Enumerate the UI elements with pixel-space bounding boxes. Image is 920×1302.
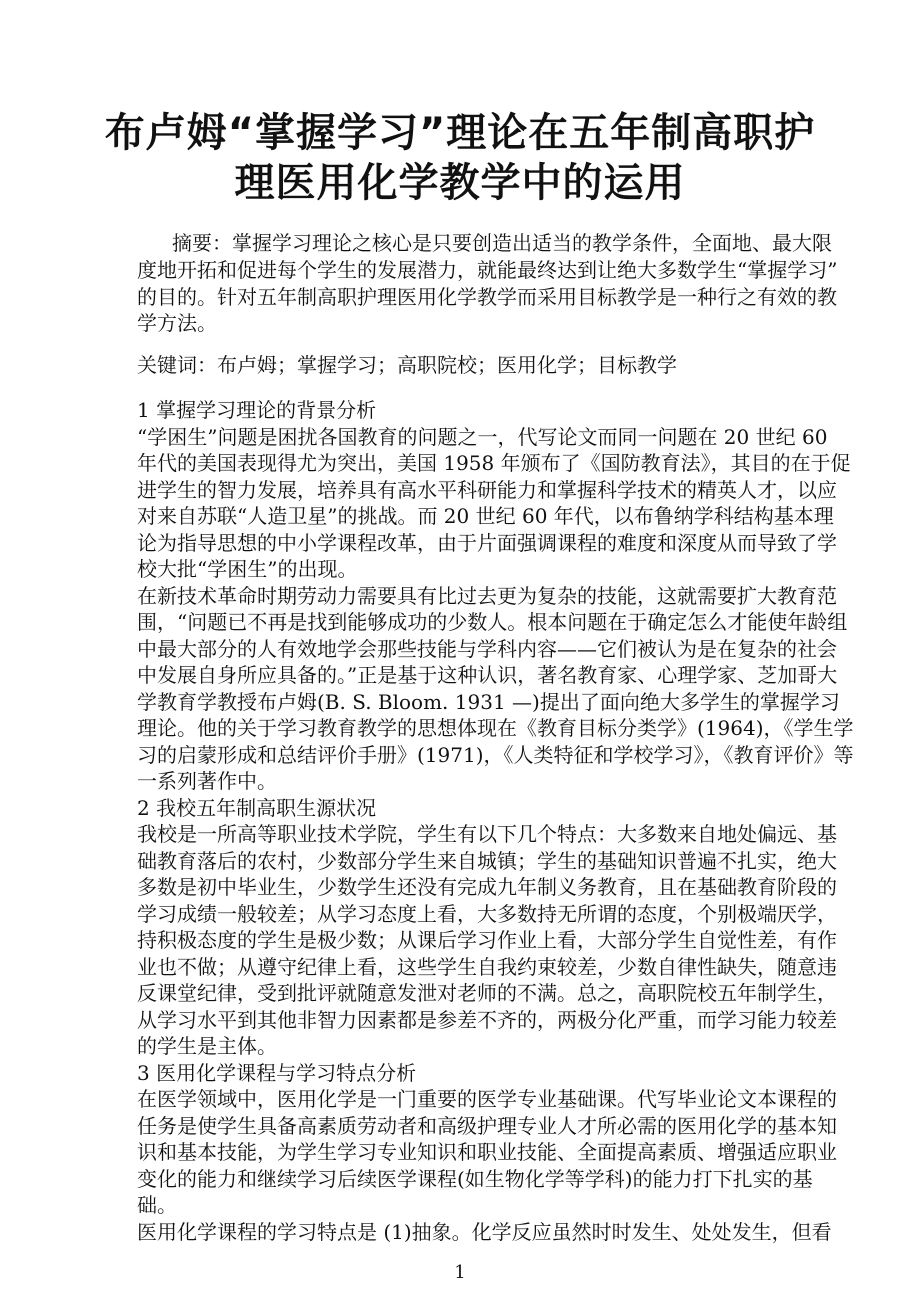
abstract-line: 摘要：掌握学习理论之核心是只要创造出适当的教学条件，全面地、最大限 xyxy=(172,231,832,255)
page-number: 1 xyxy=(454,1262,466,1283)
section-heading: 3 医用化学课程与学习特点分析 xyxy=(137,1060,417,1085)
body-line: 对来自苏联“人造卫星”的挑战。而 20 世纪 60 年代，以布鲁纳学科结构基本理 xyxy=(137,504,834,528)
body-line: 学习成绩一般较差；从学习态度上看，大多数持无所谓的态度，个别极端厌学， xyxy=(137,901,837,926)
body-line: 在医学领域中，医用化学是一门重要的医学专业基础课。代写毕业论文本课程的 xyxy=(137,1087,837,1111)
body-line: 础教育落后的农村，少数部分学生来自城镇；学生的基础知识普遍不扎实，绝大 xyxy=(137,848,837,873)
body-line: 识和基本技能，为学生学习专业知识和职业技能、全面提高素质、增强适应职业 xyxy=(137,1140,837,1164)
body-line: 校大批“学困生”的出现。 xyxy=(137,557,358,581)
abstract-line: 学方法。 xyxy=(137,311,217,335)
body-line: 业也不做；从遵守纪律上看，这些学生自我约束较差，少数自律性缺失，随意违 xyxy=(137,954,837,979)
body-line: 任务是使学生具备高素质劳动者和高级护理专业人才所必需的医用化学的基本知 xyxy=(137,1113,837,1138)
body-line: 变化的能力和继续学习后续医学课程(如生物化学等学科)的能力打下扎实的基 xyxy=(137,1166,813,1191)
body-line: 的学生是主体。 xyxy=(137,1034,277,1058)
body-line: 我校是一所高等职业技术学院，学生有以下几个特点：大多数来自地处偏远、基 xyxy=(137,822,837,846)
body-line: 从学习水平到其他非智力因素都是参差不齐的，两极分化严重，而学习能力较差 xyxy=(137,1007,837,1032)
body-line: 习的启蒙形成和总结评价手册》(1971)，《人类特征和学校学习》，《教育评价》等 xyxy=(137,742,854,767)
abstract-line: 的目的。针对五年制高职护理医用化学教学而采用目标教学是一种行之有效的教 xyxy=(137,285,837,309)
body-line: 一系列著作中。 xyxy=(137,769,277,793)
body-line: 医用化学课程的学习特点是 (1)抽象。化学反应虽然时时发生、处处发生，但看 xyxy=(137,1219,832,1244)
section-heading: 2 我校五年制高职生源状况 xyxy=(137,795,377,820)
body-line: 在新技术革命时期劳动力需要具有比过去更为复杂的技能，这就需要扩大教育范 xyxy=(137,583,837,608)
body-line: 理论。他的关于学习教育教学的思想体现在《教育目标分类学》(1964)，《学生学 xyxy=(137,716,854,740)
keywords: 关键词：布卢姆；掌握学习；高职院校；医用化学；目标教学 xyxy=(137,353,677,377)
body-line: “学困生”问题是困扰各国教育的问题之一，代写论文而同一问题在 20 世纪 60 xyxy=(137,424,828,449)
abstract-line: 度地开拓和促进每个学生的发展潜力，就能最终达到让绝大多数学生“掌握学习” xyxy=(137,258,838,282)
body-line: 多数是初中毕业生，少数学生还没有完成九年制义务教育，且在基础教育阶段的 xyxy=(137,875,837,899)
body-line: 围，“问题已不再是找到能够成功的少数人。根本问题在于确定怎么才能使年龄组 xyxy=(137,610,848,634)
title-line-2: 理医用化学教学中的运用 xyxy=(234,160,686,206)
body-line: 进学生的智力发展，培养具有高水平科研能力和掌握科学技术的精英人才，以应 xyxy=(137,477,837,502)
body-line: 论为指导思想的中小学课程改革，由于片面强调课程的难度和深度从而导致了学 xyxy=(137,530,837,555)
body-line: 础。 xyxy=(137,1193,177,1217)
title-line-1: 布卢姆“掌握学习”理论在五年制高职护 xyxy=(104,110,816,156)
body-line: 中最大部分的人有效地学会那些技能与学科内容——它们被认为是在复杂的社会 xyxy=(137,636,837,661)
body-line: 反课堂纪律，受到批评就随意发泄对老师的不满。总之，高职院校五年制学生， xyxy=(137,981,837,1005)
body-line: 学教育学教授布卢姆(B. S. Bloom. 1931 —)提出了面向绝大多学生的掌握学习 xyxy=(137,689,840,714)
body-line: 持积极态度的学生是极少数；从课后学习作业上看，大部分学生自觉性差，有作 xyxy=(137,928,837,952)
section-heading: 1 掌握学习理论的背景分析 xyxy=(137,398,377,422)
body-line: 中发展自身所应具备的。”正是基于这种认识，著名教育家、心理学家、芝加哥大 xyxy=(137,663,838,687)
body-line: 年代的美国表现得尤为突出，美国 1958 年颁布了《国防教育法》，其目的在于促 xyxy=(137,451,851,475)
